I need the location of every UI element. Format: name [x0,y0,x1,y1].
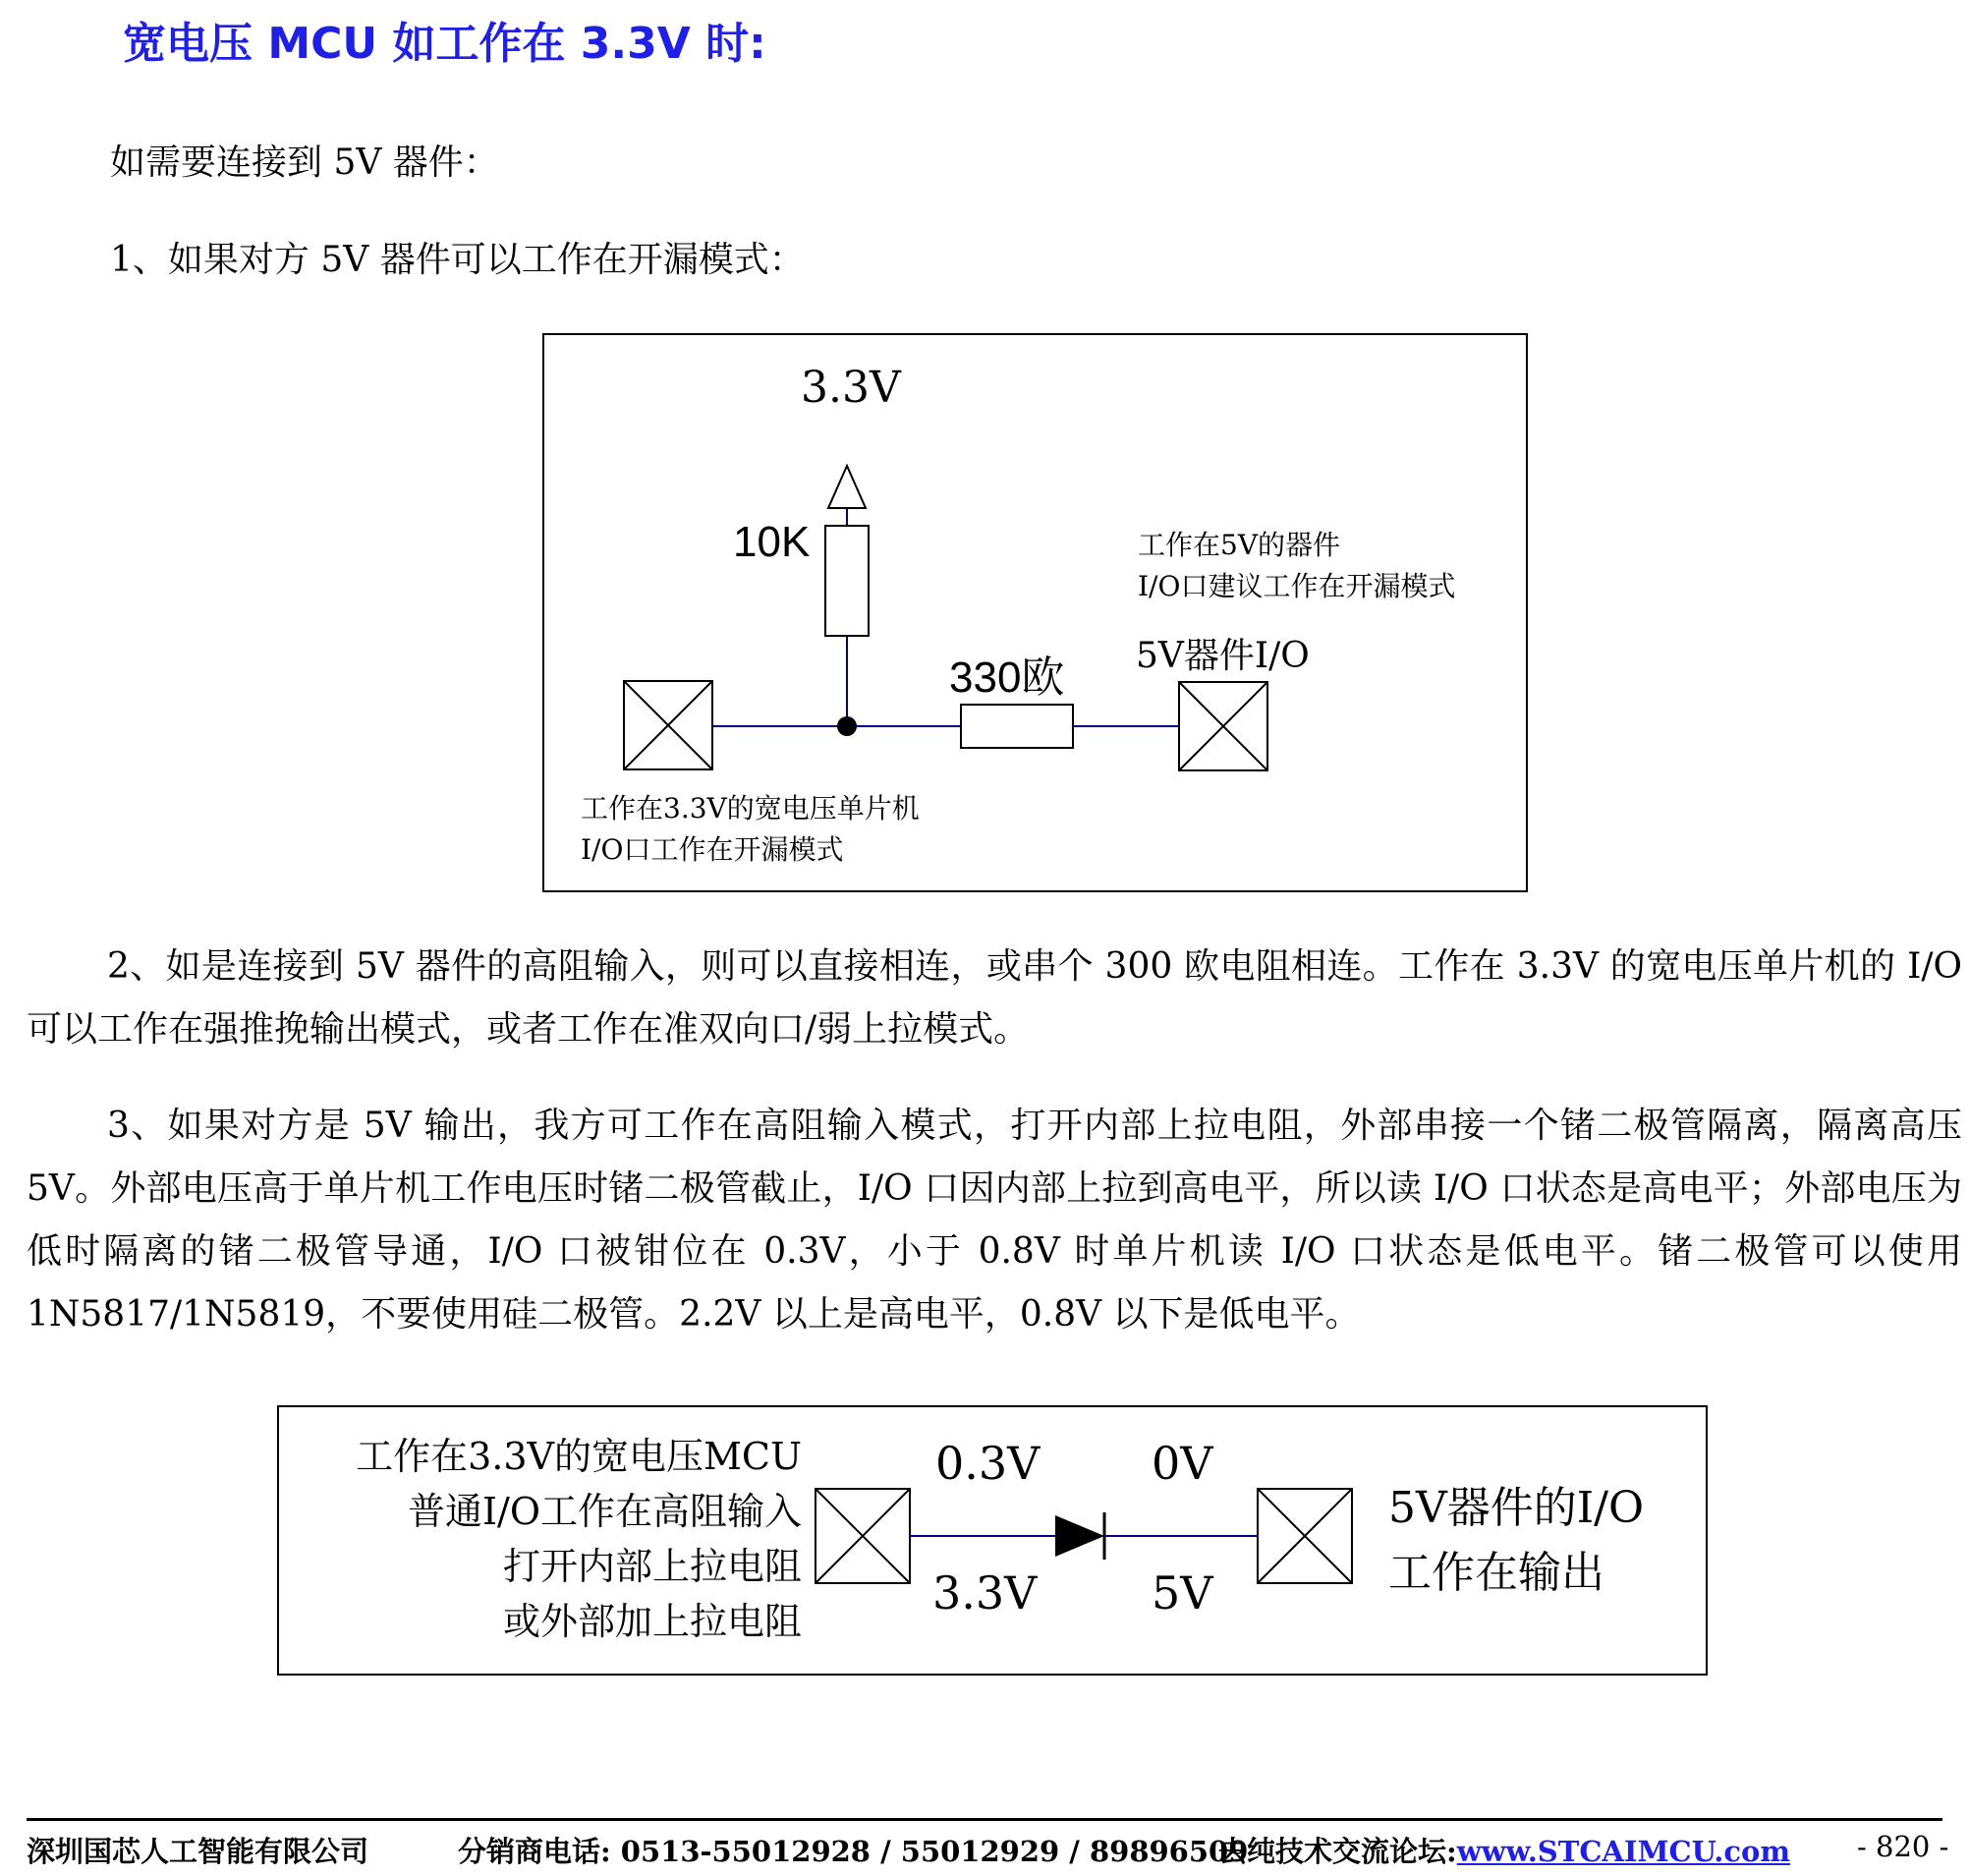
intro-text: 如需要连接到 5V 器件： [110,142,499,183]
resistor-10k [825,526,869,636]
resistor-330 [961,705,1073,748]
right-pin-label: 5V器件I/O [1136,636,1310,676]
point-3-text: 3、如果对方是 5V 输出，我方可工作在高阻输入模式，打开内部上拉电阻，外部串接一个锗二极管隔离，隔离高压 5V。外部电压高于单片机工作电压时锗二极管截止，I/O 口因内部上拉到高电平，所以读 I/O 口状态是高电平；外部电压为低时隔离的锗二极管导通，I/O 口被钳位在 0.3V，小于 0.8V 时单片机读 I/O 口状态是低电平。锗二极管可以使用 1N5817/1N5819，不要使用硅二极管。2.2V 以上是高电平，0.8V 以下是低电平。 [27,1106,1962,1335]
point-1-text: 1、如果对方 5V 器件可以工作在开漏模式： [110,240,805,280]
supply-arrow-icon [828,466,866,508]
mcu-description [310,1429,802,1649]
footer-forum-label: 去纯技术交流论坛: [1218,1835,1457,1868]
footer-phone: 分销商电话: 0513-55012928 / 55012929 / 89896509 [458,1835,1249,1868]
left-note-2: I/O口工作在开漏模式 [581,833,844,866]
right-note-2: I/O口建议工作在开漏模式 [1138,570,1456,602]
device-line-1: 5V器件的I/O [1388,1483,1645,1533]
mcu-line-4: 或外部加上拉电阻 [502,1600,802,1643]
diagram-open-drain [542,333,1528,892]
supply-label: 3.3V [801,363,901,413]
point-2-text: 2、如是连接到 5V 器件的高阻输入，则可以直接相连，或串个 300 欧电阻相连。工作在 3.3V 的宽电压单片机的 I/O 可以工作在强推挽输出模式，或者工作在准双向口/弱上拉模式。 [27,946,1962,1050]
pullup-label: 10K [733,518,811,566]
diagram-diode [277,1405,1708,1676]
right-note-1: 工作在5V的器件 [1138,529,1341,561]
voltage-top-left: 0.3V [935,1437,1041,1490]
footer-divider [27,1818,1942,1821]
footer-forum-link[interactable]: www.STCAIMCU.com [1456,1835,1791,1868]
page-title: 宽电压 MCU 如工作在 3.3V 时: [123,19,766,69]
footer-company: 深圳国芯人工智能有限公司 [27,1835,369,1868]
footer-forum [1218,1830,1790,1870]
left-note-1: 工作在3.3V的宽电压单片机 [581,792,920,824]
footer-page-number: - 820 - [1857,1830,1949,1863]
voltage-bottom-left: 3.3V [932,1566,1038,1620]
series-label: 330欧 [949,654,1065,702]
mcu-line-3: 打开内部上拉电阻 [502,1545,802,1588]
diode-icon [1055,1515,1104,1557]
junction-dot [837,716,857,736]
mcu-line-1: 工作在3.3V的宽电压MCU [356,1435,802,1478]
voltage-bottom-right: 5V [1152,1566,1213,1620]
voltage-top-right: 0V [1152,1437,1213,1490]
device-line-2: 工作在输出 [1388,1548,1604,1598]
mcu-line-2: 普通I/O工作在高阻输入 [408,1490,802,1533]
